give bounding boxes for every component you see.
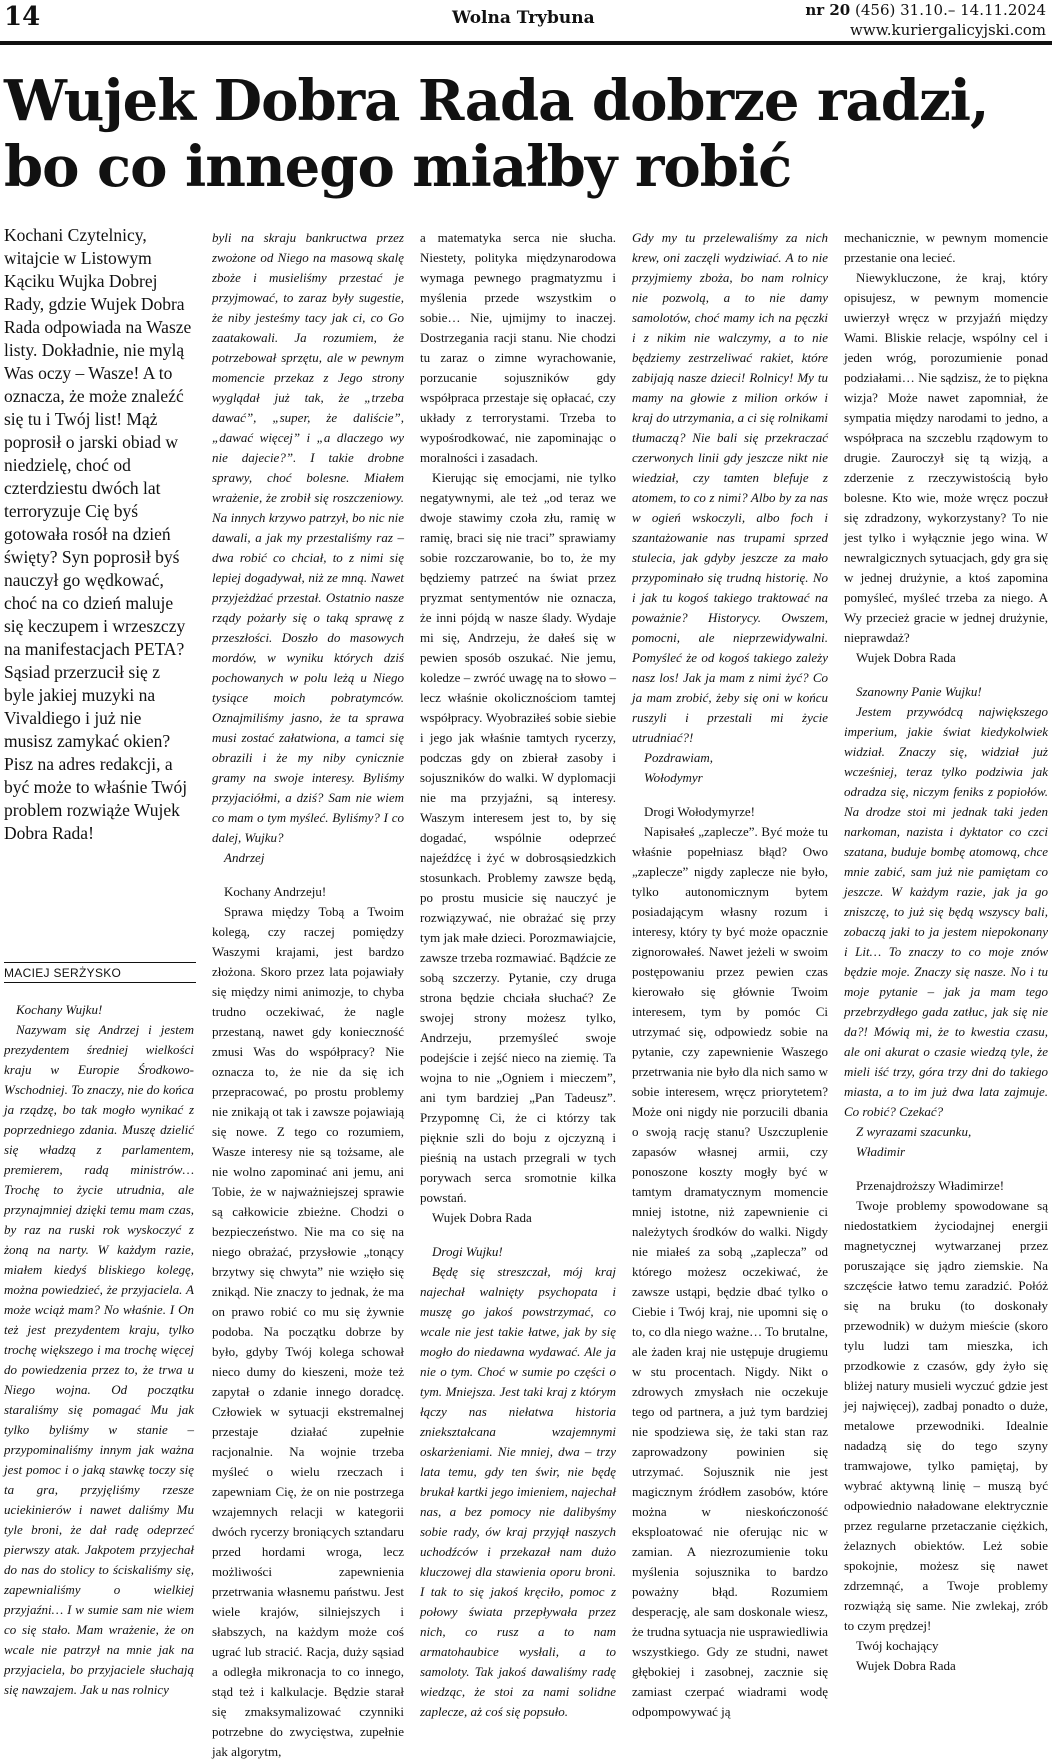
intro-text: Kochani Czytelnicy, witajcie w Listowym Kąciku Wujka Dobrej Rady, gdzie Wujek Dobra Rada odpowiada na Wasze listy. Dokładnie, nie mylą Was oczy – Wasze! A to oznacza, że może znaleźć się tu i Twój list! Mąż poprosił o jarski obiad w niedzielę, choć od czterdziestu dwóch lat terroryzuje Cię byś gotowała rosół na dzień święty? Syn poprosił byś nauczył go wędkować, choć na co dzień maluje się keczupem i wrzeszczy na manifestacjach PETA? Sąsiad przerzucił się z byle jakiej muzyki na Vivaldiego i już nie musisz zamykać okien? Pisz na adres redakcji, a być może to właśnie Twój problem rozwiąże Wujek Dobra Rada! — [4, 225, 192, 843]
paragraph: Napisałeś „zaplecze”. Być może tu właśnie popełniasz błąd? Owo „zaplecze” nigdy zaplecze nie było, tylko autonomicznym bytem posiadającym własny rozum i interesy, który ty być może opacznie zignorowałeś. Nawet jeżeli w swoim postępowaniu przez pewien czas kierowało się głównie Twoim interesem, tym by pomóc Ci utrzymać się, odpowiedz sobie na pytanie, czy zapewnienie Waszego przetrwania nie było dla nich samo w sobie interesem, wręcz priorytetem? Może oni nigdy nie porzucili dbania o swoją rację stanu? Uszczuplenie zapasów własnej armii, czy ponoszone koszty mogły być w tamtym dramatycznym momencie mniej istotne, niż zapewnienie ci należytych środków do walki. Nigdy nie miałeś za sobą „zaplecza” od którego możesz oczekiwać, że zawsze ustąpi, będzie dbać tylko o Ciebie i Twój kraj, nie upomni się o to, co dla niego ważne… To brutalne, ale żaden kraj nie ustępuje drugiemu w stu procentach. Nigdy. Nikt o zdrowych zmysłach nie oczekuje tego od partnera, a już tym bardziej nie spodziewa się, że taki stan raz zaprowadzony powinien się utrzymać. Sojusznik nie jest magicznym źródłem zasobów, które można w nieskończoność eksploatować nie oferując nic w zamian. A niezrozumienie toku myślenia sojusznika to bardzo poważny błąd. Rozumiem desperację, ale sam doskonale wiesz, że trudna sytuacja nie usprawiedliwia wszystkiego. Gdy ze studni, nawet głębokiej i zasobnej, zacznie się zamiast czerpać wiadrami wodę odpompowywać ją — [632, 824, 828, 1719]
paragraph: Szanowny Panie Wujku! — [856, 684, 982, 699]
paragraph: Władimir — [856, 1144, 906, 1159]
article-column-3 — [420, 228, 616, 1719]
article-column-4 — [632, 228, 828, 1719]
section-title: Wolna Trybuna — [452, 8, 595, 28]
paragraph: byli na skraju bankructwa przez zwożone od Niego na masową skalę zboże i musieliśmy przestać je przyjmować, to zaraz były sugestie, że niby jesteśmy tacy jak ci, co Go zaatakowali. Ja rozumiem, że potrzebował sprzętu, ale w pewnym momencie przekaz z Jego strony wyglądał już tak, że „trzeba dawać”, „super, że daliście”, „dawać więcej” i „a dlaczego wy nie dajecie?”. I takie drobne sprawy, choć bolesne. Miałem wrażenie, że zrobił się roszczeniowy. Na innych krzywo patrzył, bo nic nie dawali, a jak my przestaliśmy raz – dwa robić co chciał, to z nimi się lepiej dogadywał, niż ze mną. Nawet przyjeżdżać przestał. Ostatnio nasze rządy pożarły się o taką sprawę z przeszłości. Doszło do masowych mordów, w wyniku których dziś pochowanych w polu leżą u Niego tysiące moich pobratymców. Oznajmiliśmy jasno, że ta sprawa musi zostać załatwiona, a tamci się obrazili i że my niby cynicznie gramy na swoje interesy. Byliśmy przyjaciółmi, a dziś? Sam nie wiem co mam o tym myśleć. Byliśmy? I co dalej, Wujku? — [212, 230, 404, 845]
paragraph: Wujek Dobra Rada — [856, 650, 956, 665]
issue-info — [805, 0, 1046, 40]
intro-column — [4, 224, 192, 845]
paragraph: Andrzej — [224, 850, 265, 865]
website: www.kuriergalicyjski.com — [850, 21, 1046, 39]
paragraph: Wujek Dobra Rada — [432, 1210, 532, 1225]
paragraph: Kochany Andrzeju! — [224, 884, 327, 899]
paragraph: Z wyrazami szacunku, — [856, 1124, 972, 1139]
byline-rule-top — [4, 962, 196, 963]
byline: MACIEJ SERŻYSKO — [4, 966, 122, 980]
paragraph: Drogi Wujku! — [432, 1244, 503, 1259]
paragraph: Jestem przywódcą największego imperium, jakie świat kiedykolwiek widział. Znaczy się, widział już wcześniej, teraz tylko podziwia jak odradza się, niczym feniks z popiołów. Na drodze stoi mi jednak taki jeden narkoman, nazista i dyktator co czci szatana, buduje bombę atomową, chce mnie zabić, sam już nie pamiętam co jeszcze. W każdym razie, jak ja go zniszczę, to już się będą wszyscy bali, zobaczą jaki to ja jestem niepokonany i Lit… To znaczy to co moje znów będzie moje. Znaczy się nasze. No i tu moje pytanie – jak ja mam tego przebrzydłego gada zatłuc, jak się nie da?! Mówią mi, że to kwestia czasu, ale oni akurat o czasie wiedzą tyle, że mieli iść trzy, góra trzy dni do takiego miasta, a to im już dwa lata zajmuje. Co robić? Czekać? — [844, 704, 1048, 1119]
paragraph: a matematyka serca nie słucha. Niestety, polityka międzynarodowa wymaga pewnego pragmatyzmu i myślenia przede wszystkim o sobie… Nie, ujmijmy to inaczej. Dostrzegania racji stanu. Nie chodzi tu zaraz o zimne wyrachowanie, porzucanie sojuszników gdy współpraca przestaje się opłacać, czy układy z terrorystami. Trzeba to wypośrodkować, nie zapominając o moralności i zasadach. — [420, 230, 616, 465]
paragraph: Pozdrawiam, — [644, 750, 713, 765]
page-number: 14 — [4, 2, 41, 32]
paragraph: Wołodymyr — [644, 770, 703, 785]
article-column-5 — [844, 228, 1048, 1673]
header-rule — [0, 41, 1052, 45]
paragraph: Twoje problemy spowodowane są niedostatkiem życiodajnej energii magnetycznej wytwarzanej przez poruszające się jądro ziemskie. Na szczęście łatwo temu zaradzić. Połóż się na bruku (to doskonały przewodnik) w dużym mieście (skoro tylu ludzi tam mieszka, ich przodkowie z czasów, gdy żyło się bliżej natury musieli wyczuć gdzie jest jej najwięcej), zadbaj ponadto o duże, metalowe przewodniki. Idealnie nadadzą się do tego szyny tramwajowe, tylko pamiętaj, by wybrać aktywną linię – muszą być odpowiednio naładowane elektrycznie przez regularne przetaczanie ciężkich, żelaznych obiektów. Leż sobie spokojnie, możesz się nawet zdrzemnąć, a Twoje problemy rozwiążą się same. Nie zwlekaj, zrób to czym prędzej! — [844, 1198, 1048, 1633]
paragraph: Kierując się emocjami, nie tylko negatywnymi, ale też „od teraz we dwoje stawimy czoła złu, ramię w ramię, braci się nie traci” sprawiamy sobie rozczarowanie, bo to, że my będziemy patrzeć na świat przez pryzmat sentymentów nie oznacza, że inni pójdą w nasze ślady. Wydaje mi się, Andrzeju, że dałeś się w pewien sposób oszukać. Nie jemu, koledze – zwróć uwagę na to słowo – lecz właśnie okolicznościom tamtej współpracy. Wyobraziłeś sobie siebie i jego jak właśnie tamtych rycerzy, podczas gdy on zbierał zasoby i sojuszników do walki. W dyplomacji nie ma przyjaźni, są interesy. Waszym interesem jest to, by się dogadać, wspólnie odeprzeć najeźdźcę i żyć w dobrosąsiedzkich stosunkach. Problemy zawsze będą, po prostu musicie się nauczyć je rozwiązywać, nie obrażać się przy tym jak małe dzieci. Porozmawiajcie, zawsze trzeba rozmawiać. Bądźcie ze sobą szczerzy. Pytanie, czy druga strona będzie chciała słuchać? Ze swojej strony możesz tylko, Andrzeju, przemyśleć swoje podejście i zejść nieco na ziemię. Ta wojna to nie „Ogniem i mieczem”, ani tym bardziej „Pan Tadeusz”. Przypomnę Ci, że ci którzy tak pięknie szli do boju z ojczyzną i pieśnią na ustach przegrali w tych porywach serca sromotnie kilka powstań. — [420, 470, 616, 1205]
paragraph: Drogi Wołodymyrze! — [644, 804, 755, 819]
paragraph: Wujek Dobra Rada — [856, 1658, 956, 1673]
byline-rule-bottom — [4, 982, 196, 983]
article-column-2 — [212, 228, 404, 1759]
paragraph: Sprawa między Tobą a Twoim kolegą, czy raczej pomiędzy Waszymi krajami, jest bardzo złożona. Skoro przez lata pojawiały się między nimi animozje, to chyba trudno oczekiwać, że nagle przestaną, nawet gdy konieczność zmusi Was do współpracy? Nie oznacza to, że nie da się ich przepracować, po prostu problemy nie znikają ot tak i zawsze pojawiają się nowe. Z tego co rozumiem, Wasze interesy nie są tożsame, ale nie wolno zapominać ani jemu, ani Tobie, że w najważniejszej sprawie są całkowicie zbieżne. Chodzi o bezpieczeństwo. Nie ma co się na niego obrażać, przysłowie „tonący brzytwy się chwyta” nie wzięło się znikąd. Nie znaczy to jednak, że ma on prawo robić co mu się żywnie podoba. Na początku dobrze by było, gdyby Twój kolega schował nieco dumy do kieszeni, może też zapytał o zdanie innego doradcę. Człowiek w sytuacji ekstremalnej przestaje działać zupełnie racjonalnie. Na wojnie trzeba myśleć o wielu rzeczach i zapewniam Cię, że on nie postrzega wzajemnych relacji w kategorii dwóch rycerzy broniących sztandaru przed hordami wroga, lecz możliwości zapewnienia przetrwania własnemu państwu. Jest wiele krajów, silniejszych i słabszych, na każdym może coś ugrać lub stracić. Racja, duży sąsiad a odległa mikronacja to co innego, stąd też i kalkulacje. Będzie starał się zmaksymalizować czynniki potrzebne do zwycięstwa, zupełnie jak algorytm, — [212, 904, 404, 1759]
paragraph: Przenajdroższy Władimirze! — [856, 1178, 1005, 1193]
paragraph: Będę się streszczał, mój kraj najechał walnięty psychopata i muszę go jakoś powstrzymać, co wcale nie jest takie łatwe, jak by się mogło do niedawna wydawać. Ale ja nie o tym. Choć w sumie po części o tym. Mniejsza. Jest taki kraj z którym łączy nas niełatwa historia zniekształcana wzajemnymi oskarżeniami. Nie mniej, dwa – trzy lata temu, gdy ten świr, nie będę brukał kartki jego imieniem, najechał nas, a bez pomocy nie dalibyśmy sobie rady, ów kraj przyjął naszych uchodźców i przekazał nam dużo kluczowej dla stawienia oporu broni. I tak to się jakoś kręciło, pomoc z połowy świata przepływała przez nich, co rusz a to nam armatohaubice wysłali, a to samoloty. Tak jakoś dawaliśmy radę wiedząc, że stoi za nami solidne zaplecze, aż coś się popsuło. — [420, 1264, 616, 1719]
article-column-1 — [4, 1000, 194, 1697]
paragraph: Gdy my tu przelewaliśmy za nich krew, oni zaczęli wydziwiać. A to nie przyjmiemy zboża, bo nam rolnicy nie pozwolą, a to nie damy samolotów, choć mamy ich na pęczki i z nikim nie walczymy, a to nie będziemy zestrzeliwać rakiet, które zabijają nasze dzieci! Rolnicy! My tu mamy na głowie z milion orków i kraj do utrzymania, a ci się rolnikami tłumaczą? Nie bali się przekraczać czerwonych linii gdy jeszcze nikt nie wiedział, czy tamten blefuje z atomem, to co z nimi? Albo by za nas w ogień wskoczyli, albo foch i szantażowanie nas trupami sprzed stulecia, jak gdyby jeszcze za mało przypominało się trudną historię. No i jak tu kogoś takiego traktować na poważnie? Historycy. Owszem, pomocni, ale nieprzewidywalni. Pomyśleć że od kogoś takiego zależy nasz los! Jak ja mam z nimi żyć? Co ja mam zrobić, żeby się oni w końcu ruszyli i przestali mi życie utrudniać?! — [632, 230, 828, 745]
issue-number: nr 20 — [805, 1, 851, 19]
paragraph: Niewykluczone, że kraj, który opisujesz, w pewnym momencie uwierzył wręcz w przyjaźń między Wami. Bliskie relacje, wspólny cel i jeden wróg, porozumienie ponad podziałami… Nie sądzisz, że to piękna wizja? Może nawet zapomniał, że sympatia między narodami to jedno, a współpraca na szczeblu rządowym to drugie. Zauroczył się tą wizją, a zderzenie z rzeczywistością było bolesne. Kto wie, może wręcz poczuł się zdradzony, wykorzystany? To nie jest tylko i wyłącznie jego wina. W newralgicznych sytuacjach, gdy gra się w jednej drużynie, a ktoś zapomina pomyśleć, myśleć trzeba za niego. A Wy przecież gracie w jednej drużynie, nieprawdaż? — [844, 270, 1048, 645]
headline: Wujek Dobra Rada dobrze radzi, bo co innego miałby robić — [4, 68, 989, 200]
page-header — [0, 0, 1052, 44]
paragraph: Nazywam się Andrzej i jestem prezydentem średniej wielkości kraju w Europie Środkowo-Wschodniej. To znaczy, nie do końca ja rządzę, bo tak mogło wynikać z poprzedniego zdania. Muszę dzielić się władzą z parlamentem, premierem, radą ministrów… Trochę to życie utrudnia, ale przynajmniej dzięki temu mam czas, by raz na ruski rok wyskoczyć z żoną na narty. W każdym razie, miałem kiedyś bliskiego kolegę, można powiedzieć, że przyjaciela. A może wciąż mam? No właśnie. I On też jest prezydentem kraju, tylko trochę większego i ma trochę więcej do powiedzenia przez to, że trwa u Niego wojna. Od początku staraliśmy się pomagać Mu jak tylko byliśmy w stanie – przypominaliśmy innym jak ważna jest pomoc i o jaką stawkę toczy się ta gra, przyjęliśmy rzesze uciekinierów i nawet daliśmy Mu tyle broni, że dał radę odeprzeć pierwszy atak. Jakpotem przyjechał do nas do stolicy to ściskaliśmy się, zapewnialiśmy o wielkiej przyjaźni… I w sumie sam nie wiem co się stało. Mam wrażenie, że on wcale nie patrzył na mnie jak na przyjaciela, bo przyjaciele słuchają się nawzajem. Jak u nas rolnicy — [4, 1022, 194, 1697]
paragraph: mechanicznie, w pewnym momencie przestanie ona lecieć. — [844, 230, 1048, 265]
issue-dates: (456) 31.10.– 14.11.2024 — [855, 1, 1046, 19]
paragraph: Kochany Wujku! — [16, 1002, 103, 1017]
paragraph: Twój kochający — [856, 1638, 939, 1653]
